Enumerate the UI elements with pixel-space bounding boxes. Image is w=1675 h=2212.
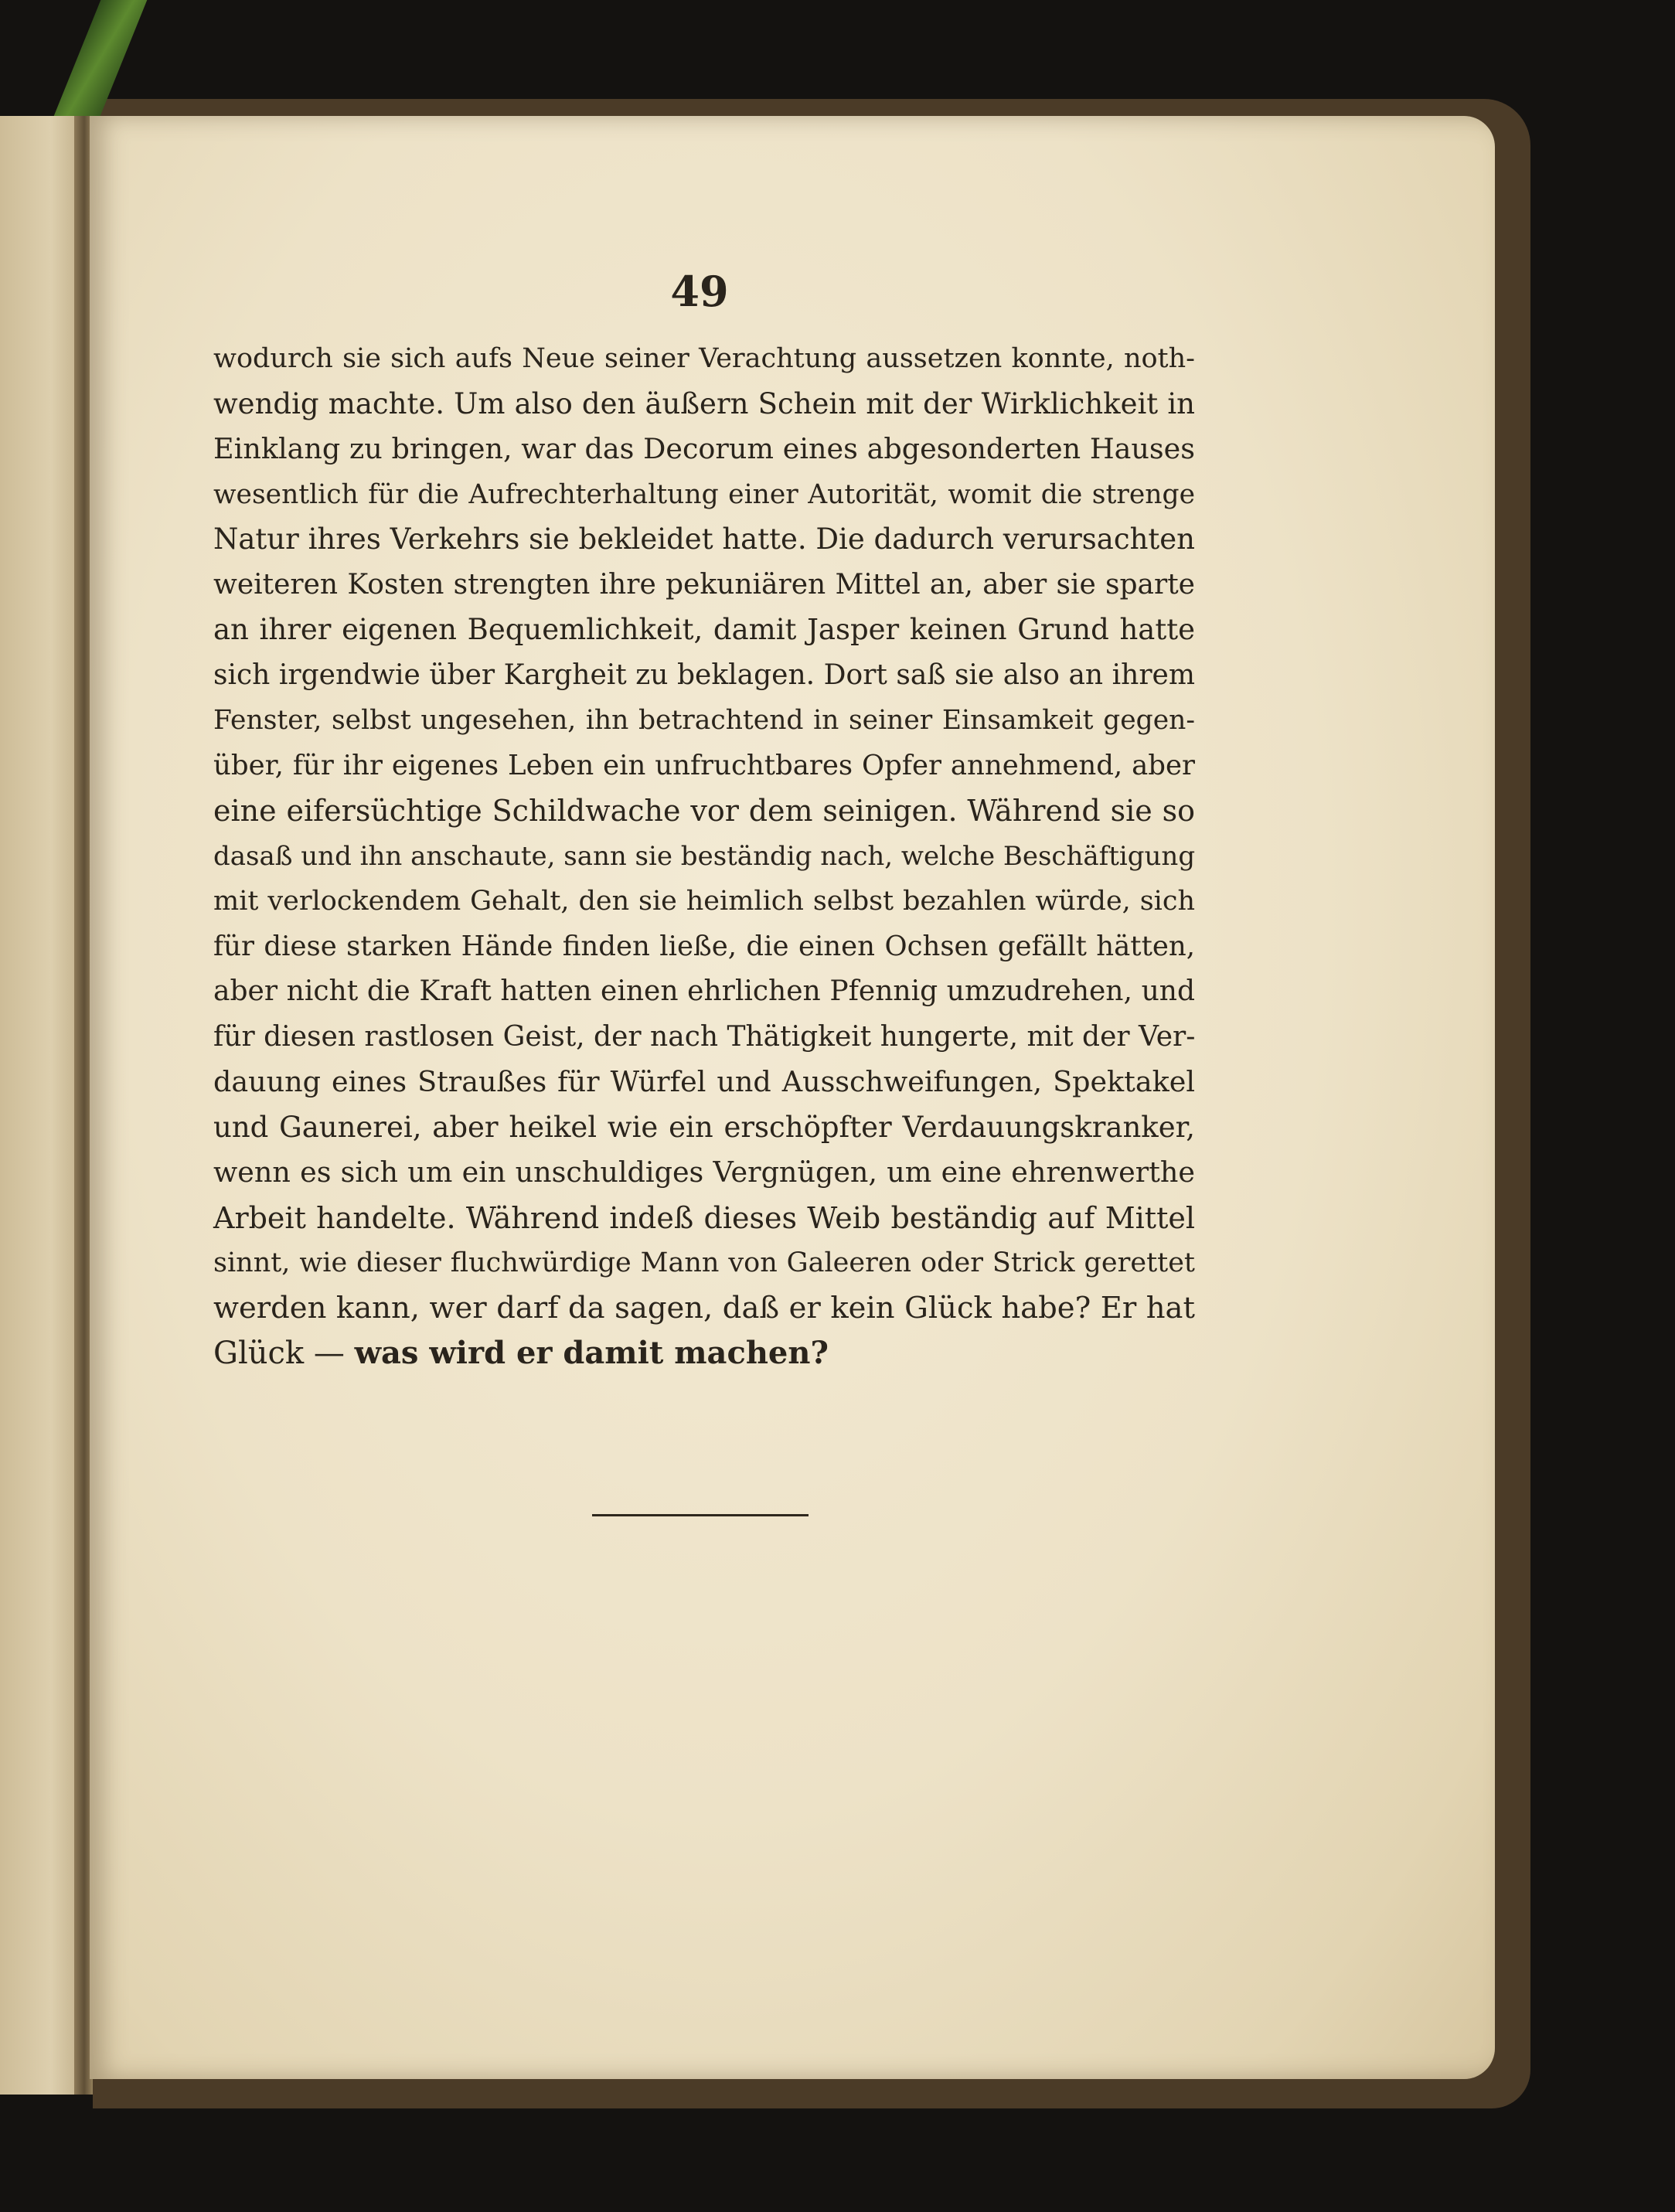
page-number: 49 [670, 267, 729, 316]
text-line: Fenster, selbst ungesehen, ihn betrachtend in seiner Einsamkeit gegen- [213, 705, 1195, 736]
text-line: sich irgendwie über Kargheit zu beklagen. Dort saß sie also an ihrem [213, 658, 1195, 691]
text-line: über, für ihr eigenes Leben ein unfruchtbares Opfer annehmend, aber [213, 749, 1195, 781]
text-line: mit verlockendem Gehalt, den sie heimlich selbst bezahlen würde, sich [213, 886, 1195, 917]
text-line: dasaß und ihn anschaute, sann sie beständig nach, welche Beschäftigung [213, 840, 1196, 872]
text-line: für diesen rastlosen Geist, der nach Thätigkeit hungerte, mit der Ver- [213, 1020, 1196, 1053]
text-line: an ihrer eigenen Bequemlichkeit, damit Jasper keinen Grund hatte [213, 613, 1195, 646]
text-line: Natur ihres Verkehrs sie bekleidet hatte. Die dadurch verursachten [213, 522, 1195, 556]
text-line: eine eifersüchtige Schildwache vor dem seinigen. Während sie so [213, 794, 1195, 828]
text-line: Arbeit handelte. Während indeß dieses Weib beständig auf Mittel [213, 1200, 1195, 1235]
text-line: werden kann, wer darf da sagen, daß er kein Glück habe? Er hat [213, 1290, 1195, 1325]
text-line: wendig machte. Um also den äußern Schein mit der Wirklichkeit in [213, 386, 1195, 420]
text-line: sinnt, wie dieser fluchwürdige Mann von Galeeren oder Strick gerettet [213, 1247, 1195, 1278]
text-line: Einklang zu bringen, war das Decorum eines abgesonderten Hauses [213, 432, 1195, 465]
text-line: und Gaunerei, aber heikel wie ein erschöpfter Verdauungskranker, [213, 1110, 1195, 1144]
final-line-emphasis: was wird er damit machen? [354, 1335, 829, 1371]
text-line: wodurch sie sich aufs Neue seiner Verachtung aussetzen konnte, noth- [213, 343, 1195, 374]
text-line: aber nicht die Kraft hatten einen ehrlichen Pfennig umzudrehen, und [213, 975, 1195, 1007]
end-rule [592, 1514, 809, 1516]
text-line: für diese starken Hände finden ließe, die einen Ochsen gefällt hätten, [213, 930, 1195, 962]
text-line: dauung eines Straußes für Würfel und Ausschweifungen, Spektakel [213, 1065, 1195, 1098]
text-line: wenn es sich um ein unschuldiges Vergnügen, um eine ehrenwerthe [213, 1155, 1195, 1189]
final-text-line [213, 1331, 1195, 1377]
page-body-text [213, 336, 1195, 1377]
final-line-plain: Glück — [213, 1336, 355, 1371]
text-line: wesentlich für die Aufrechterhaltung einer Autorität, womit die strenge [213, 478, 1195, 510]
text-line: weiteren Kosten strengten ihre pekuniären Mittel an, aber sie sparte [213, 568, 1195, 601]
